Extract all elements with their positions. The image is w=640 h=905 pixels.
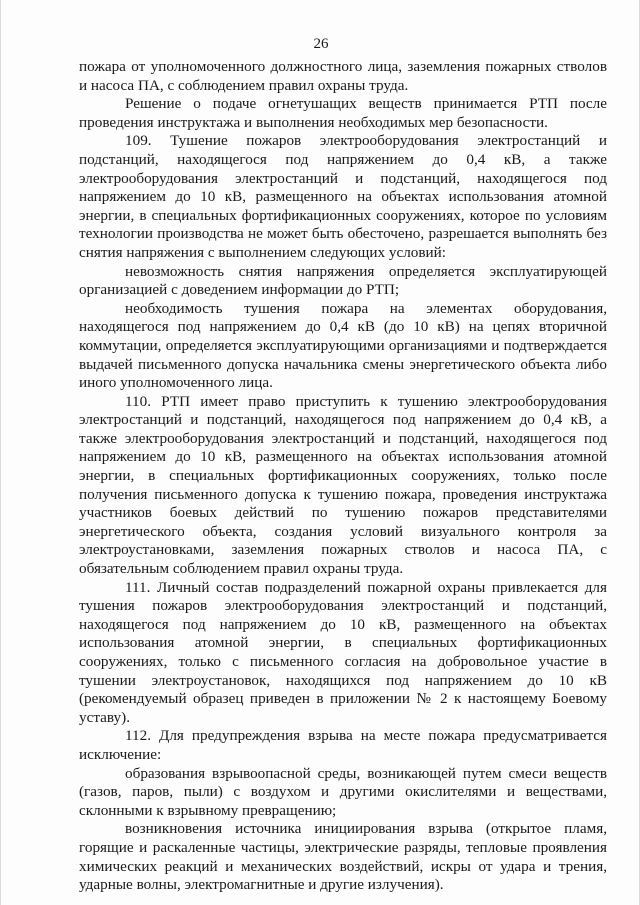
- paragraph-exclusion-1: образования взрывоопасной среды, возникающей путем смеси веществ (газов, паров, пыли) с воздухом и другими окислителями и веществами, склонными к взрывному превращению;: [79, 764, 607, 819]
- paragraph-110: 110. РТП имеет право приступить к тушению электрооборудования электростанций и подстанций, находящегося под напряжением до 0,4 кВ, а также электрооборудования электростанций и подстанций, находящегося под напряжением до 10 кВ, размещенного на объектах использования атомной энергии, в специальных фортификационных сооружениях, только после получения письменного допуска к тушению пожара, проведения инструктажа участников боевых действий по тушению пожаров представителями энергетического объекта, создания условий визуального контроля за электроустановками, заземления пожарных стволов и насоса ПА, с обязательным соблюдением правил охраны труда.: [79, 392, 607, 578]
- paragraph-decision: Решение о подаче огнетушащих веществ принимается РТП после проведения инструктажа и выполнения необходимых мер безопасности.: [79, 95, 607, 131]
- page-number: 26: [313, 36, 329, 52]
- paragraph-112: 112. Для предупреждения взрыва на месте пожара предусматривается исключение:: [79, 727, 607, 763]
- paragraph-continuation: пожара от уполномоченного должностного лица, заземления пожарных стволов и насоса ПА, с соблюдением правил охраны труда.: [79, 58, 607, 94]
- paragraph-111: 111. Личный состав подразделений пожарной охраны привлекается для тушения пожаров электрооборудования электростанций и подстанций, находящегося под напряжением до 10 кВ, размещенного на объектах использования атомной энергии, в специальных фортификационных сооружениях, только с письменного согласия на добровольное участие в тушении электроустановок, находящихся под напряжением до 10 кВ (рекомендуемый образец приведен в приложении № 2 к настоящему Боевому уставу).: [79, 578, 607, 726]
- paragraph-109: 109. Тушение пожаров электрооборудования электростанций и подстанций, находящегося под напряжением до 0,4 кВ, а также электрооборудования электростанций и подстанций, находящегося под напряжением до 10 кВ, размещенного на объектах использования атомной энергии, в специальных фортификационных сооружениях, которое по условиям технологии производства не может быть обесточено, разрешается выполнять без снятия напряжения с выполнением следующих условий:: [79, 132, 607, 261]
- paragraph-condition-2: необходимость тушения пожара на элементах оборудования, находящегося под напряжением до 0,4 кВ (до 10 кВ) на цепях вторичной коммутации, определяется эксплуатирующими организациями и подтверждается выдачей письменного допуска начальника смены энергетического объекта либо иного уполномоченного лица.: [79, 299, 607, 392]
- body-text: [79, 58, 607, 895]
- paragraph-condition-1: невозможность снятия напряжения определяется эксплуатирующей организацией с доведением информации до РТП;: [79, 262, 607, 299]
- paragraph-exclusion-2: возникновения источника инициирования взрыва (открытое пламя, горящие и раскаленные частицы, электрические разряды, тепловые проявления химических реакций и механических воздействий, искры от удара и трения, ударные волны, электромагнитные и другие излучения).: [79, 820, 607, 894]
